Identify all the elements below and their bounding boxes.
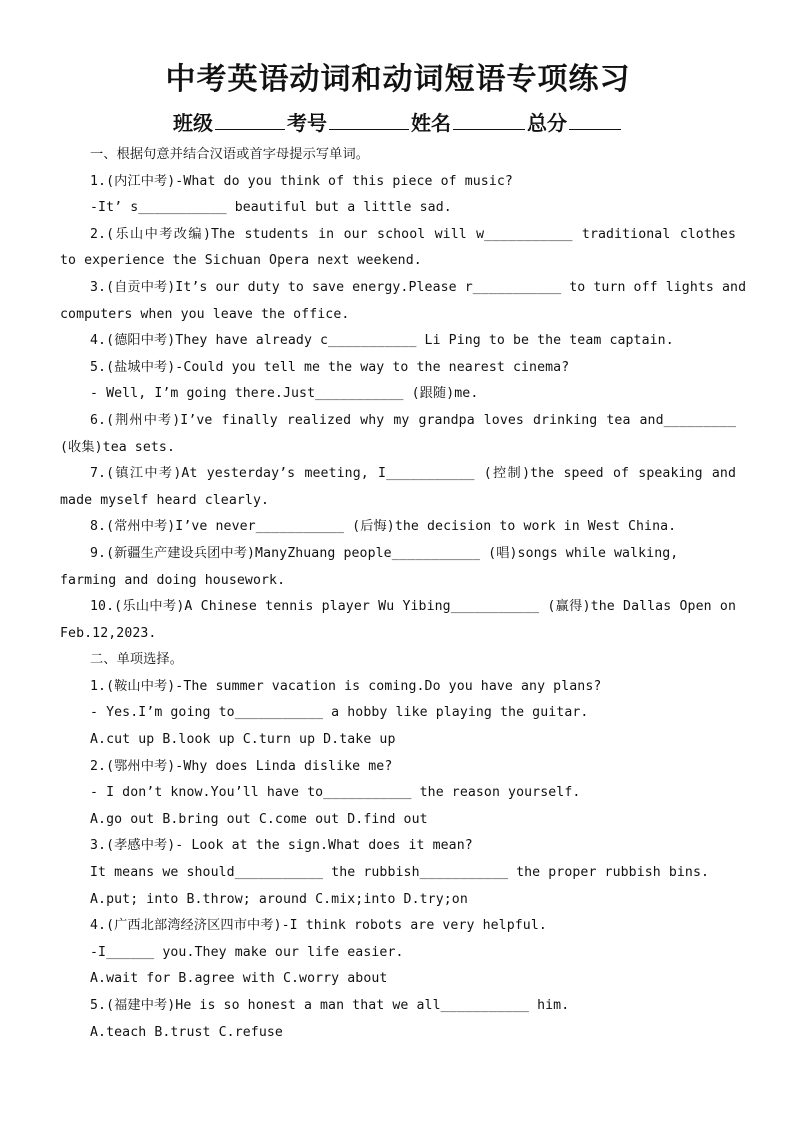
exercise-line: 4.(德阳中考)They have already c___________ Li Ping to be the team captain.: [90, 333, 674, 349]
exercise-line: 5.(盐城中考)-Could you tell me the way to the nearest cinema?: [90, 359, 570, 375]
exercise-line: farming and doing housework.: [60, 572, 286, 588]
score-label: 总分: [527, 111, 567, 135]
exercise-line: A.go out B.bring out C.come out D.find out: [90, 811, 428, 827]
exercise-line: 2.(鄂州中考)-Why does Linda dislike me?: [90, 758, 393, 774]
exercise-line: - Yes.I’m going to___________ a hobby like playing the guitar.: [90, 705, 589, 721]
exercise-line: 1.(鞍山中考)-The summer vacation is coming.Do you have any plans?: [90, 678, 602, 694]
name-label: 姓名: [411, 111, 451, 135]
exam-id-label: 考号: [287, 111, 327, 135]
exercise-line: 4.(广西北部湾经济区四市中考)-I think robots are very helpful.: [90, 918, 547, 934]
exercise-line: 6.(荆州中考)I’ve finally realized why my grandpa loves drinking tea and_________: [90, 412, 736, 428]
section-heading: 二、单项选择。: [90, 652, 184, 668]
exercise-line: -I______ you.They make our life easier.: [90, 944, 404, 960]
score-blank[interactable]: [569, 111, 621, 130]
exercise-line: 2.(乐山中考改编)The students in our school will w___________ traditional clothes: [90, 226, 736, 242]
section-heading: 一、根据句意并结合汉语或首字母提示写单词。: [90, 147, 370, 162]
exercise-line: - I don’t know.You’ll have to___________ the reason yourself.: [90, 785, 581, 801]
class-blank[interactable]: [215, 111, 285, 130]
page-title: 中考英语动词和动词短语专项练习: [165, 62, 631, 97]
exercise-line: It means we should___________ the rubbish___________ the proper rubbish bins.: [90, 865, 710, 881]
exercise-line: made myself heard clearly.: [60, 492, 270, 508]
exercise-line: Feb.12,2023.: [60, 625, 157, 641]
exercise-line: (收集)tea sets.: [60, 439, 176, 455]
exercise-line: 9.(新疆生产建设兵团中考)ManyZhuang people___________ (唱)songs while walking,: [90, 545, 679, 561]
student-info-row: [60, 108, 736, 138]
exercise-line: 3.(自贡中考)It’s our duty to save energy.Please r___________ to turn off lights and: [90, 279, 747, 295]
name-blank[interactable]: [453, 111, 525, 130]
exercise-body: [60, 142, 747, 1046]
exercise-line: to experience the Sichuan Opera next weekend.: [60, 253, 422, 269]
exercise-line: A.cut up B.look up C.turn up D.take up: [90, 732, 396, 748]
exercise-line: A.teach B.trust C.refuse: [90, 1024, 283, 1040]
exercise-line: 8.(常州中考)I’ve never___________ (后悔)the decision to work in West China.: [90, 519, 677, 535]
exercise-line: A.wait for B.agree with C.worry about: [90, 971, 388, 987]
exercise-line: 10.(乐山中考)A Chinese tennis player Wu Yibing___________ (赢得)the Dallas Open on: [90, 599, 736, 615]
exercise-line: 3.(孝感中考)- Look at the sign.What does it mean?: [90, 838, 473, 854]
exercise-line: 1.(内江中考)-What do you think of this piece of music?: [90, 173, 513, 189]
exercise-line: A.put; into B.throw; around C.mix;into D.try;on: [90, 891, 468, 907]
exercise-line: -It’ s___________ beautiful but a little sad.: [90, 200, 452, 216]
exam-id-blank[interactable]: [329, 111, 409, 130]
exercise-line: 7.(镇江中考)At yesterday’s meeting, I___________ (控制)the speed of speaking and: [90, 466, 736, 482]
exercise-line: computers when you leave the office.: [60, 306, 350, 322]
class-label: 班级: [173, 111, 213, 135]
worksheet-page: [60, 58, 747, 1046]
exercise-line: - Well, I’m going there.Just___________ (跟随)me.: [90, 386, 479, 402]
exercise-line: 5.(福建中考)He is so honest a man that we all___________ him.: [90, 998, 570, 1013]
